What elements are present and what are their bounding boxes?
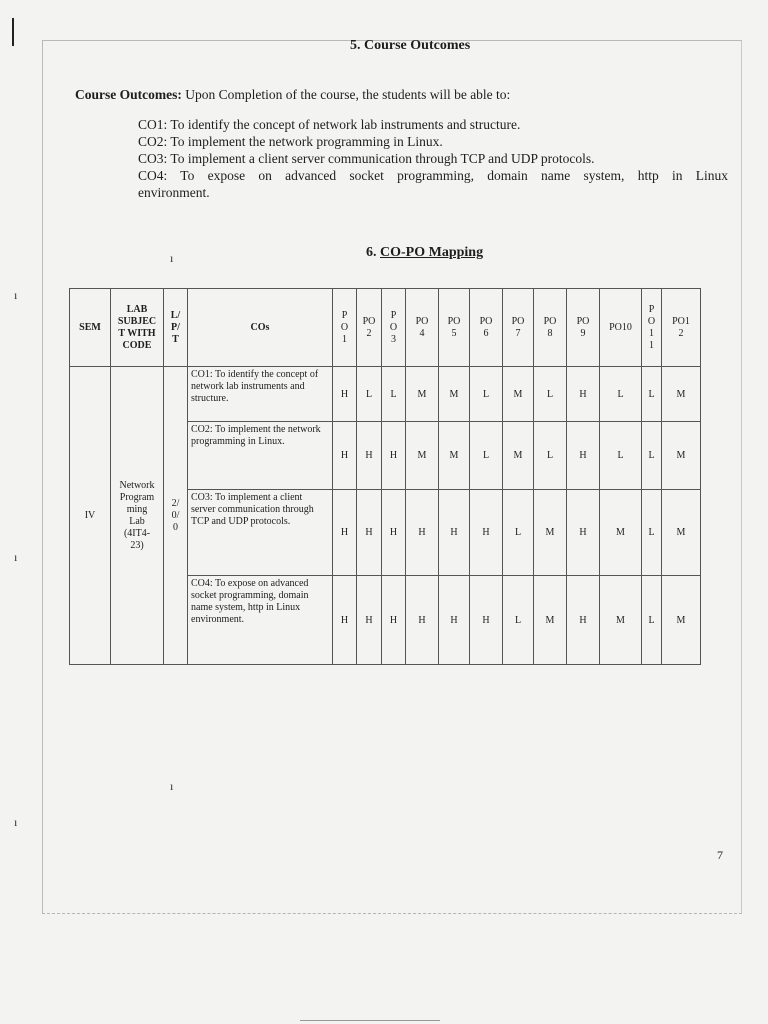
header-subject: LAB SUBJEC T WITH CODE <box>111 289 164 367</box>
margin-mark: ı <box>14 550 18 564</box>
cell-lpt: 2/ 0/ 0 <box>164 367 188 665</box>
cell-value: M <box>406 367 439 422</box>
outcome-line: environment. <box>138 185 210 200</box>
header-po: PO 5 <box>439 289 470 367</box>
cell-co: CO2: To implement the network programming in Linux. <box>188 422 333 490</box>
cell-value: M <box>600 576 642 665</box>
cell-sem: IV <box>70 367 111 665</box>
cell-value: M <box>503 367 534 422</box>
cell-value: H <box>439 576 470 665</box>
header-po: PO10 <box>600 289 642 367</box>
cell-value: M <box>662 422 701 490</box>
intro-text: Upon Completion of the course, the students will be able to: <box>181 87 511 102</box>
cell-value: L <box>534 422 567 490</box>
header-po: P O 3 <box>382 289 406 367</box>
cell-value: M <box>534 576 567 665</box>
cell-co: CO4: To expose on advanced socket programming, domain name system, http in Linux environment. <box>188 576 333 665</box>
cell-value: L <box>534 367 567 422</box>
header-po: P O 1 1 <box>642 289 662 367</box>
intro-label: Course Outcomes: <box>75 87 182 102</box>
page-number: 7 <box>717 848 723 862</box>
cell-value: M <box>662 490 701 576</box>
cell-value: L <box>642 490 662 576</box>
table-row <box>70 367 701 422</box>
cell-value: H <box>357 490 382 576</box>
cell-value: M <box>406 422 439 490</box>
header-cos: COs <box>188 289 333 367</box>
section-heading-co-po-mapping <box>366 245 483 261</box>
cell-value: H <box>357 576 382 665</box>
cell-value: L <box>642 422 662 490</box>
binding-mark <box>12 18 14 46</box>
course-outcomes-intro <box>75 87 510 103</box>
cell-value: H <box>470 490 503 576</box>
cell-value: L <box>642 367 662 422</box>
header-po: PO1 2 <box>662 289 701 367</box>
margin-mark: ı <box>14 815 18 829</box>
cell-value: H <box>382 490 406 576</box>
cell-value: H <box>406 490 439 576</box>
cell-value: H <box>333 367 357 422</box>
cell-value: H <box>406 576 439 665</box>
co-po-mapping-table <box>69 288 701 665</box>
header-po: P O 1 <box>333 289 357 367</box>
cell-co: CO3: To implement a client server communication through TCP and UDP protocols. <box>188 490 333 576</box>
cell-value: M <box>600 490 642 576</box>
header-po: PO 6 <box>470 289 503 367</box>
cell-value: H <box>567 576 600 665</box>
header-po: PO 9 <box>567 289 600 367</box>
divider <box>300 1020 440 1021</box>
cell-value: H <box>470 576 503 665</box>
cell-value: H <box>439 490 470 576</box>
cell-co: CO1: To identify the concept of network lab instruments and structure. <box>188 367 333 422</box>
cell-value: L <box>503 490 534 576</box>
cell-value: L <box>382 367 406 422</box>
cell-value: H <box>357 422 382 490</box>
cell-value: L <box>600 422 642 490</box>
cell-value: H <box>567 490 600 576</box>
cell-value: L <box>503 576 534 665</box>
header-sem: SEM <box>70 289 111 367</box>
header-lpt: L/ P/ T <box>164 289 188 367</box>
course-outcomes-list <box>138 116 728 201</box>
section-heading-course-outcomes: 5. Course Outcomes <box>350 38 471 53</box>
cell-value: H <box>333 490 357 576</box>
cell-value: H <box>382 422 406 490</box>
cell-value: H <box>382 576 406 665</box>
cell-value: L <box>470 422 503 490</box>
cell-value: H <box>567 422 600 490</box>
cell-value: H <box>333 576 357 665</box>
header-po: PO 2 <box>357 289 382 367</box>
section-number: 6. <box>366 245 377 260</box>
margin-mark: ı <box>170 779 174 793</box>
outcome-line: CO3: To implement a client server communication through TCP and UDP protocols. <box>138 151 595 166</box>
header-po: PO 7 <box>503 289 534 367</box>
cell-value: L <box>600 367 642 422</box>
margin-mark: ı <box>14 288 18 302</box>
margin-mark: ı <box>170 251 174 265</box>
cell-value: M <box>439 422 470 490</box>
cell-value: L <box>357 367 382 422</box>
table-header-row <box>70 289 701 367</box>
cell-value: M <box>503 422 534 490</box>
section-title: CO-PO Mapping <box>380 245 484 260</box>
cell-value: H <box>567 367 600 422</box>
outcome-line: CO1: To identify the concept of network lab instruments and structure. <box>138 117 521 132</box>
cell-subject: Network Program ming Lab (4IT4- 23) <box>111 367 164 665</box>
cell-value: L <box>642 576 662 665</box>
outcome-line: CO2: To implement the network programming in Linux. <box>138 134 443 149</box>
outcome-line: CO4: To expose on advanced socket programming, domain name system, http in Linux <box>138 168 728 183</box>
cell-value: H <box>333 422 357 490</box>
cell-value: M <box>662 367 701 422</box>
cell-value: M <box>534 490 567 576</box>
cell-value: M <box>439 367 470 422</box>
cell-value: M <box>662 576 701 665</box>
header-po: PO 8 <box>534 289 567 367</box>
cell-value: L <box>470 367 503 422</box>
header-po: PO 4 <box>406 289 439 367</box>
